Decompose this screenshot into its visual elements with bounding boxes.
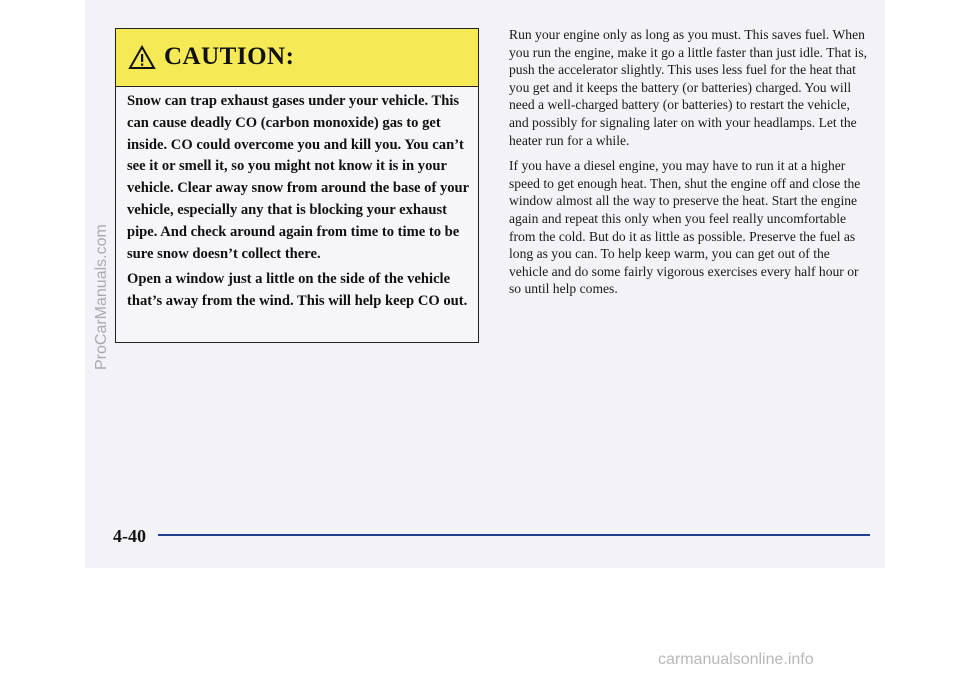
caution-paragraph: Open a window just a little on the side of the vehicle that’s away from the wind. This will help keep CO out. [127,271,468,310]
body-paragraph: If you have a diesel engine, you may have to run it at a higher speed to get enough heat. Then, shut the engine off and close the window almost all the way to preserve the heat. Start the engine again and repeat this only when you feel really uncomfortable from the cold. But do it as little as possible. Preserve the fuel as long as you can. To help keep warm, you can get out of the vehicle and do some fairly vigorous exercises every half hour or so until help comes. [509,158,861,297]
caution-box [115,28,479,343]
caution-body [127,91,473,317]
body-paragraph: Run your engine only as long as you must. This saves fuel. When you run the engine, make it go a little faster than just idle. That is, push the accelerator slightly. This uses less fuel for the heat that you get and it keeps the battery (or batteries) charged. You will need a well-charged battery (or batteries) to restart the vehicle, and possibly for signaling later on with your headlamps. Let the heater run for a while. [509,27,868,148]
body-text-column [509,26,871,306]
caution-title: CAUTION: [164,43,295,70]
page-number: 4-40 [113,526,146,546]
side-watermark: ProCarManuals.com [93,224,110,370]
caution-header [116,29,478,87]
warning-triangle-icon [128,45,156,70]
bottom-watermark[interactable]: carmanualsonline.info [658,651,814,668]
caution-paragraph: Snow can trap exhaust gases under your vehicle. This can cause deadly CO (carbon monoxide) gas to get inside. CO could overcome you and kill you. You can’t see it or smell it, so you might not know it is in your vehicle. Clear away snow from around the base of your vehicle, especially any that is blocking your exhaust pipe. And check around again from time to time to be sure snow doesn’t collect there. [127,93,469,262]
footer-rule [158,534,870,536]
